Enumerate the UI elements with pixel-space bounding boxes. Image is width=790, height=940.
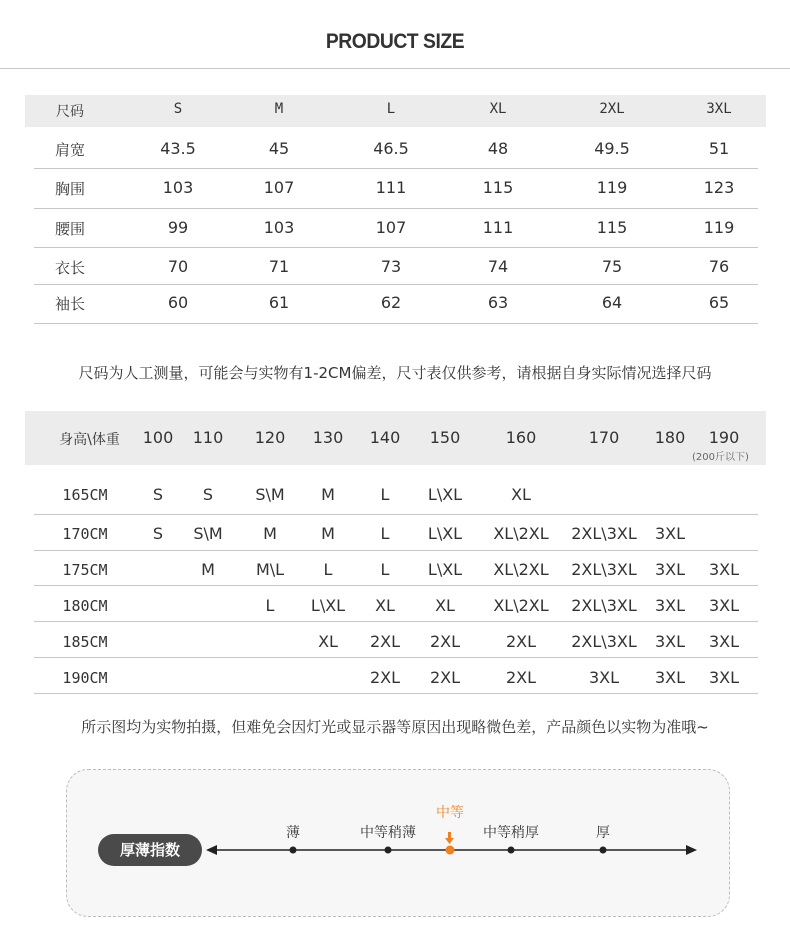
fit-cell: L	[380, 524, 390, 543]
size-cell: 74	[487, 257, 509, 276]
size-header-cell: M	[274, 101, 284, 117]
size-cell: 46.5	[373, 139, 409, 158]
page-title: PRODUCT SIZE	[325, 30, 465, 53]
size-cell: 45	[268, 139, 290, 158]
thickness-level-label: 中等稍薄	[360, 825, 416, 841]
size-cell: 60	[167, 293, 189, 312]
fit-cell: L\XL	[427, 524, 463, 543]
fit-cell: L	[380, 485, 390, 504]
fit-cell: M	[263, 524, 277, 543]
color-note: 所示图均为实物拍摄，但难免会因灯光或显示器等原因出现略微色差，产品颜色以实物为准哦~	[81, 718, 709, 736]
fit-cell: XL	[375, 596, 395, 615]
fit-cell: 2XL	[505, 632, 537, 651]
fit-cell: S\M	[193, 524, 223, 543]
weight-header-cell: 190	[708, 428, 740, 447]
scale-arrow-left-icon	[206, 845, 217, 855]
fit-cell: 3XL	[654, 668, 686, 687]
fit-cell: 3XL	[654, 524, 686, 543]
fit-cell: 3XL	[708, 560, 740, 579]
size-cell: 64	[601, 293, 623, 312]
size-cell: 76	[708, 257, 730, 276]
height-label: 170CM	[62, 525, 108, 543]
fit-cell: 2XL	[369, 668, 401, 687]
fit-cell: 3XL	[654, 596, 686, 615]
thickness-level-label: 中等稍厚	[483, 825, 539, 841]
fit-cell: XL	[435, 596, 455, 615]
size-header-cell: 3XL	[706, 101, 732, 117]
fit-cell: 2XL\3XL	[571, 560, 637, 579]
size-row-label: 肩宽	[54, 141, 85, 159]
size-cell: 99	[167, 218, 189, 237]
fit-cell: L	[265, 596, 275, 615]
height-label: 190CM	[62, 669, 108, 687]
weight-header-cell: 110	[192, 428, 224, 447]
measurement-note: 尺码为人工测量，可能会与实物有1-2CM偏差，尺寸表仅供参考，请根据自身实际情况选择尺码	[78, 364, 712, 382]
height-label: 185CM	[62, 633, 108, 651]
size-cell: 107	[263, 178, 295, 197]
fit-cell: 3XL	[588, 668, 620, 687]
fit-cell: L\XL	[310, 596, 346, 615]
size-cell: 71	[268, 257, 290, 276]
thickness-badge: 厚薄指数	[98, 834, 202, 866]
size-cell: 115	[596, 218, 628, 237]
fit-cell: 2XL\3XL	[571, 596, 637, 615]
weight-limit-note: (200斤以下)	[692, 452, 749, 463]
size-header-cell: XL	[489, 101, 507, 117]
size-cell: 48	[487, 139, 509, 158]
fit-cell: M	[201, 560, 215, 579]
size-cell: 51	[708, 139, 730, 158]
fit-cell: 3XL	[708, 632, 740, 651]
weight-header-cell: 140	[369, 428, 401, 447]
size-cell: 65	[708, 293, 730, 312]
fit-cell: 2XL	[505, 668, 537, 687]
size-cell: 111	[482, 218, 514, 237]
fit-cell: S\M	[255, 485, 285, 504]
fit-cell: L\XL	[427, 485, 463, 504]
fit-cell: 2XL\3XL	[571, 632, 637, 651]
fit-cell: L	[323, 560, 333, 579]
size-header-cell: 2XL	[599, 101, 625, 117]
size-cell: 107	[375, 218, 407, 237]
size-cell: 103	[263, 218, 295, 237]
size-cell: 111	[375, 178, 407, 197]
size-row-label: 袖长	[54, 295, 85, 313]
weight-header-cell: 150	[429, 428, 461, 447]
weight-header-cell: 130	[312, 428, 344, 447]
size-cell: 123	[703, 178, 735, 197]
fit-cell: 3XL	[654, 632, 686, 651]
size-cell: 70	[167, 257, 189, 276]
fit-cell: L	[380, 560, 390, 579]
weight-header-cell: 180	[654, 428, 686, 447]
fit-cell: 2XL\3XL	[571, 524, 637, 543]
size-cell: 75	[601, 257, 623, 276]
size-cell: 73	[380, 257, 402, 276]
height-label: 175CM	[62, 561, 108, 579]
thickness-level-label: 厚	[596, 825, 610, 841]
fit-cell: 2XL	[429, 632, 461, 651]
size-row-label: 衣长	[54, 259, 85, 277]
fit-cell: 3XL	[654, 560, 686, 579]
fit-cell: 2XL	[429, 668, 461, 687]
scale-dot	[290, 847, 297, 854]
weight-header-cell: 100	[142, 428, 174, 447]
height-label: 180CM	[62, 597, 108, 615]
fit-cell: S	[202, 485, 214, 504]
size-cell: 119	[596, 178, 628, 197]
size-cell: 115	[482, 178, 514, 197]
weight-header-cell: 170	[588, 428, 620, 447]
fit-cell: M	[321, 485, 335, 504]
size-header-cell: L	[386, 101, 396, 117]
size-cell: 49.5	[594, 139, 630, 158]
weight-header-cell: 120	[254, 428, 286, 447]
fit-cell: XL	[318, 632, 338, 651]
scale-dot	[508, 847, 515, 854]
fit-cell: XL\2XL	[493, 596, 549, 615]
size-cell: 103	[162, 178, 194, 197]
fit-cell: 2XL	[369, 632, 401, 651]
size-cell: 119	[703, 218, 735, 237]
fit-cell: XL	[511, 485, 531, 504]
fit-cell: S	[152, 485, 164, 504]
fit-cell: XL\2XL	[493, 524, 549, 543]
fit-cell: 3XL	[708, 596, 740, 615]
size-row-label: 腰围	[54, 220, 85, 238]
scale-arrow-right-icon	[686, 845, 697, 855]
selected-pointer-icon	[445, 832, 454, 844]
size-table-corner: 尺码	[56, 104, 84, 120]
size-cell: 63	[487, 293, 509, 312]
fit-cell: L\XL	[427, 560, 463, 579]
fit-cell: M\L	[255, 560, 285, 579]
fit-cell: M	[321, 524, 335, 543]
fit-cell: 3XL	[708, 668, 740, 687]
fit-table-corner: 身高\体重	[59, 432, 120, 448]
scale-dot	[600, 847, 607, 854]
size-cell: 61	[268, 293, 290, 312]
size-header-cell: S	[173, 101, 183, 117]
size-cell: 62	[380, 293, 402, 312]
size-row-label: 胸围	[54, 180, 85, 198]
weight-header-cell: 160	[505, 428, 537, 447]
scale-dot	[385, 847, 392, 854]
size-cell: 43.5	[160, 139, 196, 158]
fit-cell: XL\2XL	[493, 560, 549, 579]
height-label: 165CM	[62, 486, 108, 504]
thickness-level-label: 薄	[286, 825, 300, 841]
scale-dot-selected	[446, 846, 455, 855]
thickness-level-selected: 中等	[436, 805, 464, 821]
fit-cell: S	[152, 524, 164, 543]
